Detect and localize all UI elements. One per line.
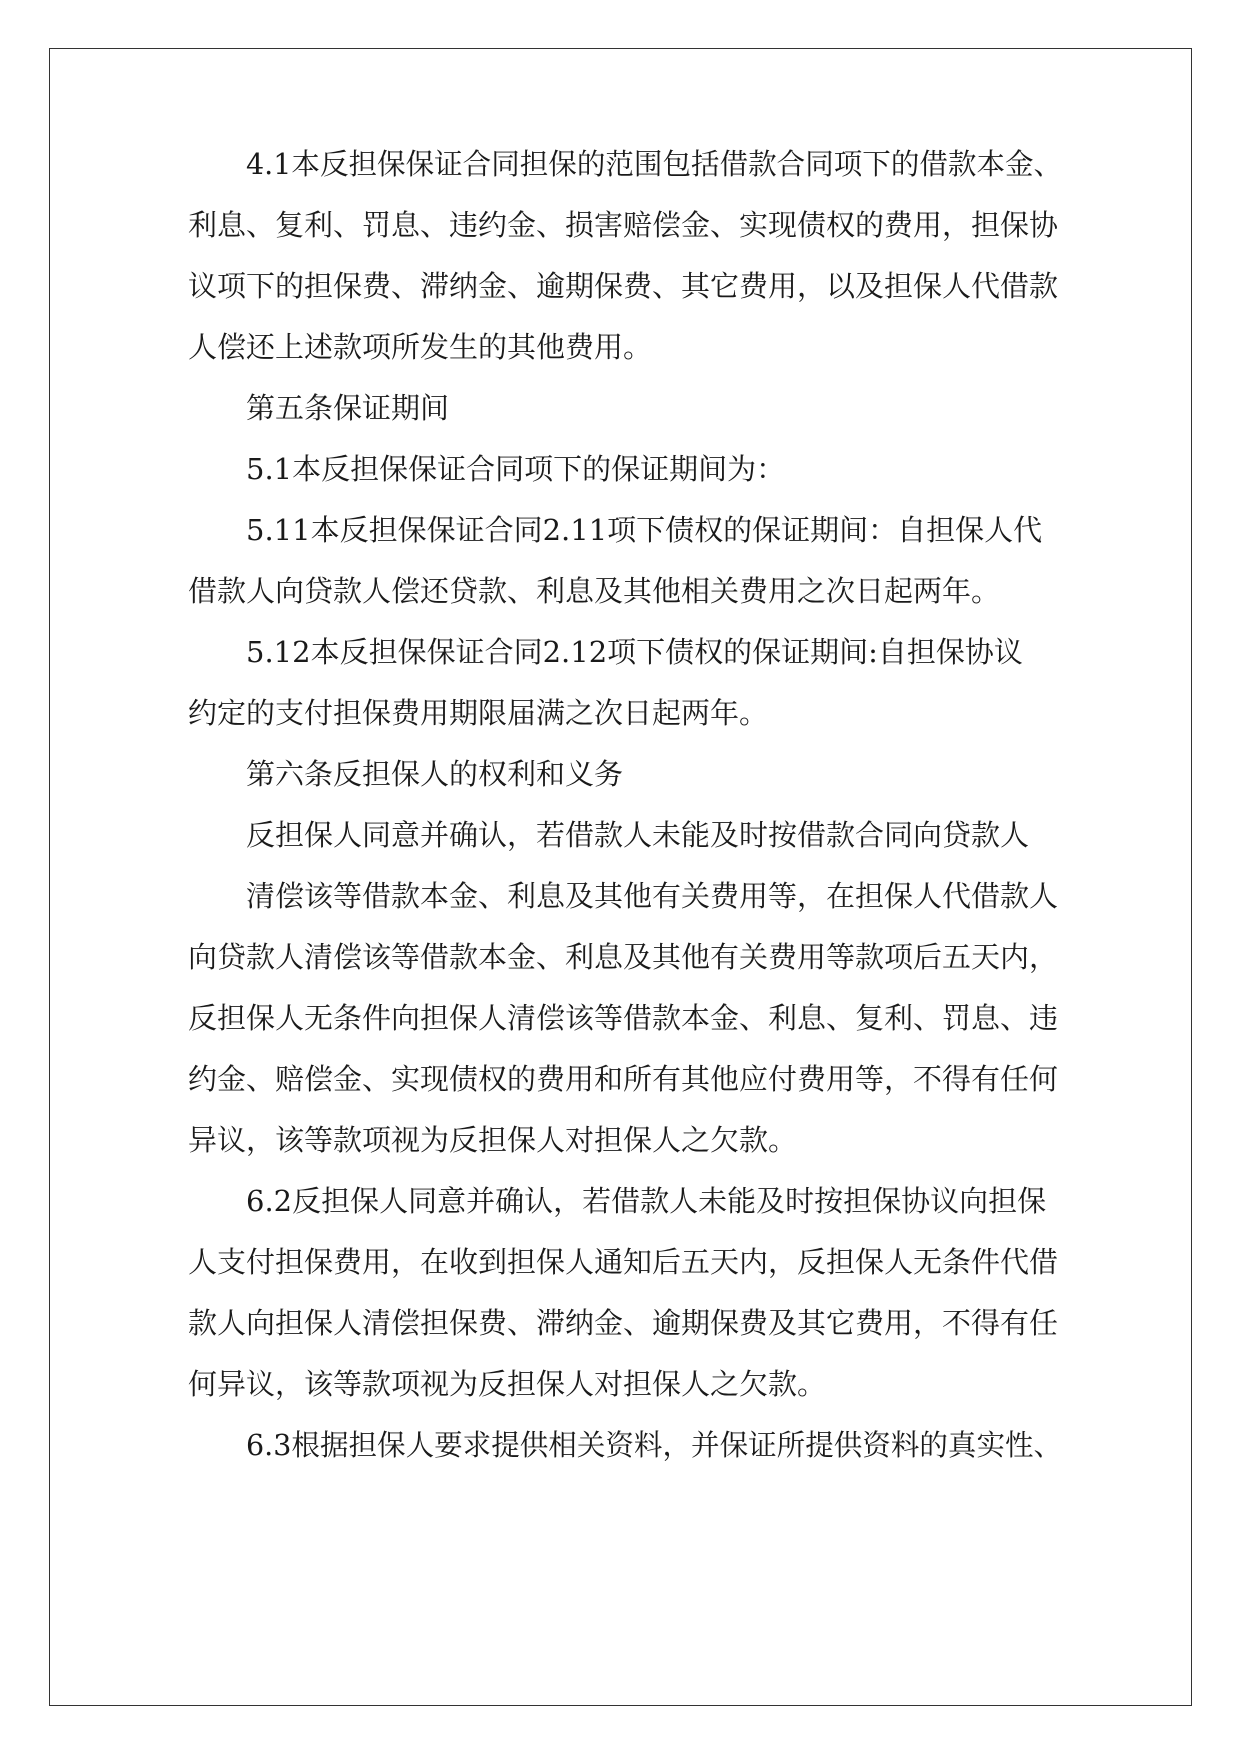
section-heading-6: 第六条反担保人的权利和义务 [246, 757, 624, 791]
text-line-15: 反担保人无条件向担保人清偿该等借款本金、利息、复利、罚息、违 [188, 1001, 1059, 1035]
text-line-13: 清偿该等借款本金、利息及其他有关费用等，在担保人代借款人 [246, 879, 1059, 913]
text-line-7: 5.11本反担保保证合同2.11项下债权的保证期间：自担保人代 [246, 513, 1043, 547]
text-line-3: 议项下的担保费、滞纳金、逾期保费、其它费用，以及担保人代借款 [188, 269, 1059, 303]
text-line-17: 异议，该等款项视为反担保人对担保人之欠款。 [188, 1123, 798, 1157]
text-line-21: 何异议，该等款项视为反担保人对担保人之欠款。 [188, 1367, 827, 1401]
text-line-22: 6.3根据担保人要求提供相关资料，并保证所提供资料的真实性、 [246, 1428, 1063, 1462]
text-line-18: 6.2反担保人同意并确认，若借款人未能及时按担保协议向担保 [246, 1184, 1047, 1218]
text-line-19: 人支付担保费用，在收到担保人通知后五天内，反担保人无条件代借 [188, 1245, 1059, 1279]
text-line-14: 向贷款人清偿该等借款本金、利息及其他有关费用等款项后五天内， [188, 940, 1059, 974]
text-line-8: 借款人向贷款人偿还贷款、利息及其他相关费用之次日起两年。 [188, 574, 1001, 608]
text-line-10: 约定的支付担保费用期限届满之次日起两年。 [188, 696, 769, 730]
section-heading-5: 第五条保证期间 [246, 391, 450, 425]
text-line-1: 4.1本反担保保证合同担保的范围包括借款合同项下的借款本金、 [246, 147, 1063, 181]
text-line-2: 利息、复利、罚息、违约金、损害赔偿金、实现债权的费用，担保协 [188, 208, 1059, 242]
text-line-20: 款人向担保人清偿担保费、滞纳金、逾期保费及其它费用，不得有任 [188, 1306, 1059, 1340]
text-line-12: 反担保人同意并确认，若借款人未能及时按借款合同向贷款人 [246, 818, 1030, 852]
text-line-16: 约金、赔偿金、实现债权的费用和所有其他应付费用等，不得有任何 [188, 1062, 1059, 1096]
text-line-6: 5.1本反担保保证合同项下的保证期间为： [246, 452, 786, 486]
text-line-4: 人偿还上述款项所发生的其他费用。 [188, 330, 653, 364]
text-line-9: 5.12本反担保保证合同2.12项下债权的保证期间:自担保协议 [246, 635, 1023, 669]
